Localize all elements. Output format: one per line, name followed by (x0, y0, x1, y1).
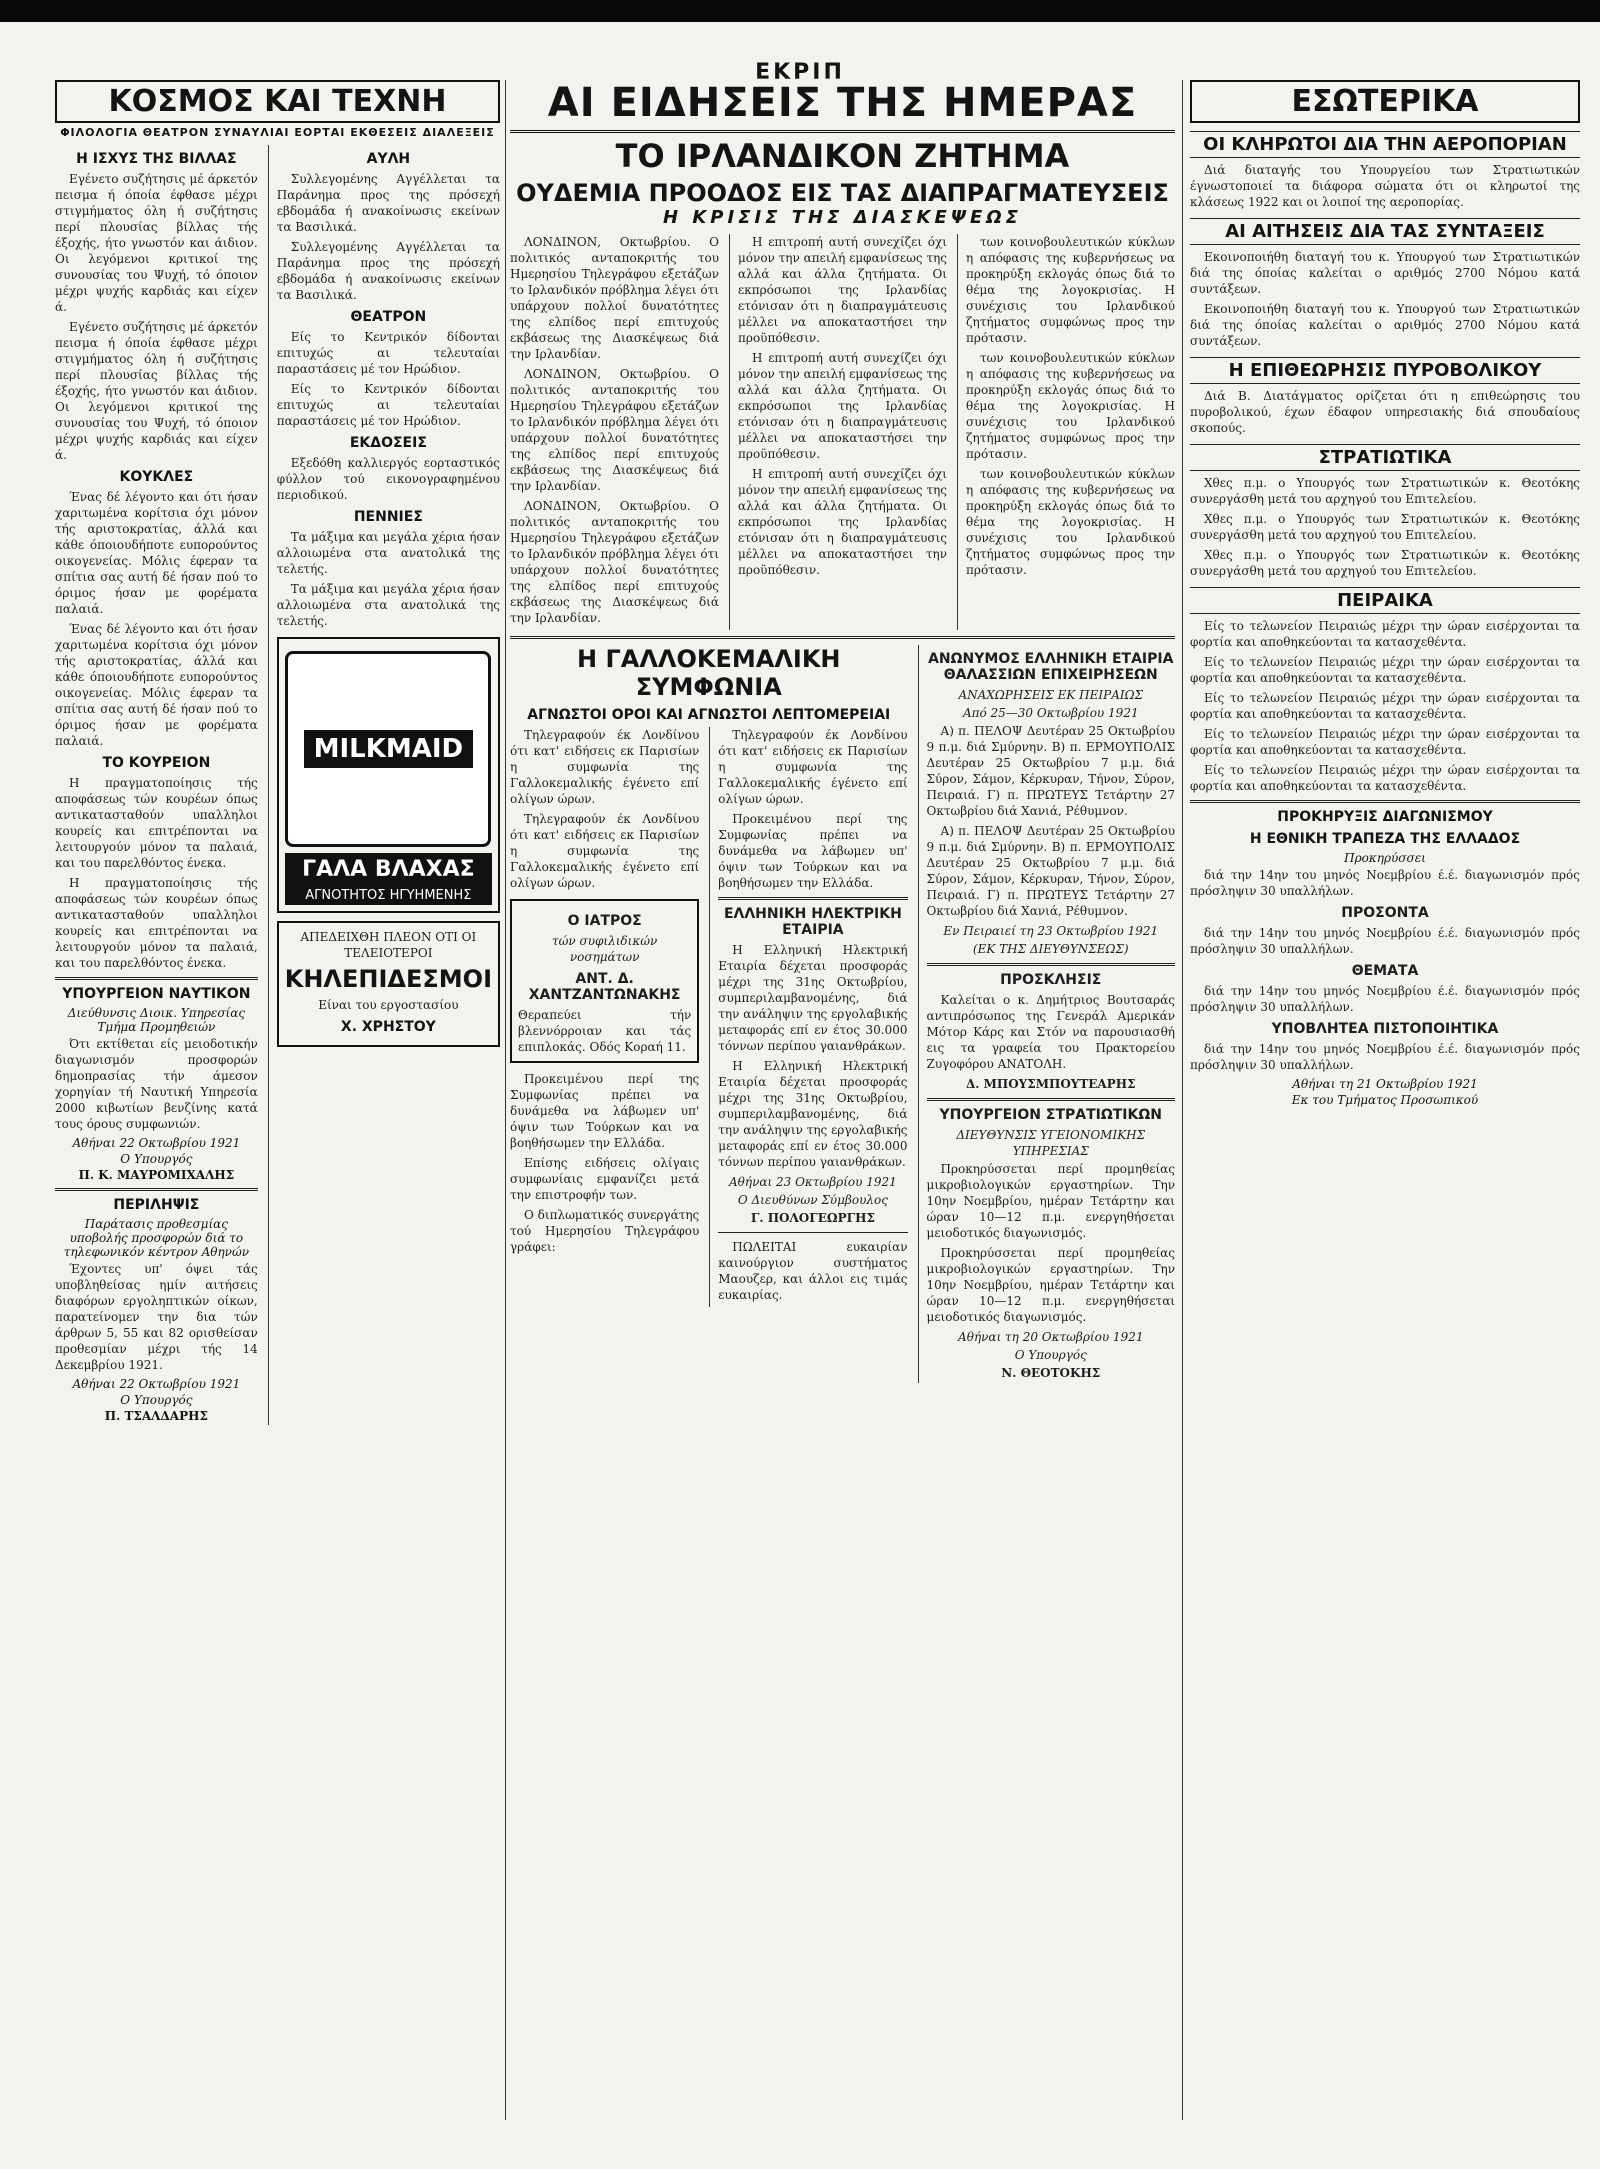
article-column: των κοινοβουλευτικών κύκλων η απόφασις της κυβερνήσεως να προκηρύξη εκλογάς όπως διά το θέμα της λογοκρισίας. Η συνέχισις του Ιρλανδικού ζητήματος συμφώνως προς την πρότασιν. των κοινοβουλευτικών κύκλων η απόφασις της κυβερνήσεως να προκηρύξη εκλογάς όπως διά το θέμα της λογοκρισίας. Η συνέχισις του Ιρλανδικού ζητήματος συμφώνως προς την πρότασιν. των κοινοβουλευτικών κύκλων η απόφασις της κυβερνήσεως να προκηρύξη εκλογάς όπως διά το θέμα της λογοκρισίας. Η συνέχισις του Ιρλανδικού ζητήματος συμφώνως προς την πρότασιν. (957, 234, 1175, 630)
article-column: Τηλεγραφούν έκ Λονδίνου ότι κατ' ειδήσεις εκ Παρισίων η συμφωνία της Γαλλοκεμαλικής έγένετο επί ολίγων ώρων. Προκειμένου περί της Συμφωνίας πρέπει να δυνάμεθα να λάβωμεν υπ' όψιν των Τούρκων και να βοηθήσωμεν την Ελλάδα. ΕΛΛΗΝΙΚΗ ΗΛΕΚΤΡΙΚΗ ΕΤΑΙΡΙΑ Η Ελληνική Ηλεκτρική Εταιρία δέχεται προσφοράς μέχρι της 31ης Οκτωβρίου, συμπεριλαμβανομένης, διά την ανάληψιν της εργολαβικής μεταφοράς επί εν έτος 30.000 τόννων περίπου γαιανθράκων. Η Ελληνική Ηλεκτρική Εταιρία δέχεται προσφοράς μέχρι της 31ης Οκτωβρίου, συμπεριλαμβανομένης, διά την ανάληψιν της εργολαβικής μεταφοράς επί εν έτος 30.000 τόννων περίπου γαιανθράκων. Αθήναι 23 Οκτωβρίου 1921 Ο Διευθύνων Σύμβουλος Γ. ΠΟΛΟΓΕΩΡΓΗΣ ΠΩΛΕΙΤΑΙ ευκαιρίαν καινούργιον συστήματος Μαουζερ, και άλλοι εις τιμάς ευκαιρίας. (709, 727, 907, 1307)
article-body: Είς το τελωνείον Πειραιώς μέχρι την ώραν εισέρχονται τα φορτία και αποθηκεύονται τα κατασχεθέντα. Είς το τελωνείον Πειραιώς μέχρι την ώραν εισέρχονται τα φορτία και αποθηκεύονται τα κατασχεθέντα. Είς το τελωνείον Πειραιώς μέχρι την ώραν εισέρχονται τα φορτία και αποθηκεύονται τα κατασχεθέντα. Είς το τελωνείον Πειραιώς μέχρι την ώραν εισέρχονται τα φορτία και αποθηκεύονται τα κατασχεθέντα. Είς το τελωνείον Πειραιώς μέχρι την ώραν εισέρχονται τα φορτία και αποθηκεύονται τα κατασχεθέντα. (1190, 619, 1580, 793)
page-title: ΑΙ ΕΙΔΗΣΕΙΣ ΤΗΣ ΗΜΕΡΑΣ (510, 80, 1175, 133)
headline-subtitle-2: Η ΚΡΙΣΙΣ ΤΗΣ ΔΙΑΣΚΕΨΕΩΣ (663, 207, 1022, 228)
article-title: ΕΚΔΟΣΕΙΣ (349, 435, 427, 451)
ad-banner: ΓΑΛΑ ΒΛΑΧΑΣ (285, 853, 492, 886)
article-body: Χθες π.μ. ο Υπουργός των Στρατιωτικών κ. Θεοτόκης συνεργάσθη μετά του αρχηγού του Επιτελείου. Χθες π.μ. ο Υπουργός των Στρατιωτικών κ. Θεοτόκης συνεργάσθη μετά του αρχηγού του Επιτελείου. Χθες π.μ. ο Υπουργός των Στρατιωτικών κ. Θεοτόκης συνεργάσθη μετά του αρχηγού του Επιτελείου. (1190, 476, 1580, 578)
article-body: Ένας δέ λέγοντο και ότι ήσαν χαριτωμένα κορίτσια όχι μόνον τής αριστοκρατίας, άλλά και κάθε όποιουδήποτε ευπορούντος οικογενείας. Μόλις έφεραν τα σπίτια σας αυτή δέ ήσαν πού το όριμος ήσαν με φορέματα παλαιά. Ένας δέ λέγοντο και ότι ήσαν χαριτωμένα κορίτσια όχι μόνον τής αριστοκρατίας, άλλά και κάθε όποιουδήποτε ευπορούντος οικογενείας. Μόλις έφεραν τα σπίτια σας αυτή δέ ήσαν πού το όριμος ήσαν με φορέματα παλαιά. (55, 490, 258, 748)
article-body: Συλλεγομένης Αγγέλλεται τα Παράνημα προς της πρόσεχή εβδομάδα ή ανακοίνωσις εκείνων τα Βασιλικά. Συλλεγομένης Αγγέλλεται τα Παράνημα προς της πρόσεχή εβδομάδα ή ανακοίνωσις εκείνων τα Βασιλικά. (276, 172, 500, 302)
notice-bank: Η ΕΘΝΙΚΗ ΤΡΑΠΕΖΑ ΤΗΣ ΕΛΛΑΔΟΣ (1249, 831, 1521, 847)
article-title: ΣΤΡΑΤΙΩΤΙΚΑ (1190, 444, 1580, 471)
column-esoterika: ΕΣΩΤΕΡΙΚΑ ΟΙ ΚΛΗΡΩΤΟΙ ΔΙΑ ΤΗΝ ΑΕΡΟΠΟΡΙΑΝ Διά διαταγής του Υπουργείου των Στρατιωτικών έγνωστοποιεί τα διάφορα σώματα ότι οι κληρωτοί της κλάσεως 1922 και οι λοιποί της αεροπορίας. ΑΙ ΑΙΤΗΣΕΙΣ ΔΙΑ ΤΑΣ ΣΥΝΤΑΞΕΙΣ Εκοινοποιήθη διαταγή του κ. Υπουργού των Στρατιωτικών διά της όποίας καλείται ο αριθμός 2700 Νόμου κατά συντάξεων. Εκοινοποιήθη διαταγή του κ. Υπουργού των Στρατιωτικών διά της όποίας καλείται ο αριθμός 2700 Νόμου κατά συντάξεων. Η ΕΠΙΘΕΩΡΗΣΙΣ ΠΥΡΟΒΟΛΙΚΟΥ Διά Β. Διατάγματος ορίζεται ότι η επιθεώρησις του πυροβολικού, έχων έδαφον υπηρεσιακής διά σπουδαίους σκοπούς. ΣΤΡΑΤΙΩΤΙΚΑ Χθες π.μ. ο Υπουργός των Στρατιωτικών κ. Θεοτόκης συνεργάσθη μετά του αρχηγού του Επιτελείου. Χθες π.μ. ο Υπουργός των Στρατιωτικών κ. Θεοτόκης συνεργάσθη μετά του αρχηγού του Επιτελείου. Χθες π.μ. ο Υπουργός των Στρατιωτικών κ. Θεοτόκης συνεργάσθη μετά του αρχηγού του Επιτελείου. ΠΕΙΡΑΙΚΑ Είς το τελωνείον Πειραιώς μέχρι την ώραν εισέρχονται τα φορτία και αποθηκεύονται τα κατασχεθέντα. Είς το τελωνείον Πειραιώς μέχρι την ώραν εισέρχονται τα φορτία και αποθηκεύονται τα κατασχεθέντα. Είς το τελωνείον Πειραιώς μέχρι την ώραν εισέρχονται τα φορτία και αποθηκεύονται τα κατασχεθέντα. Είς το τελωνείον Πειραιώς μέχρι την ώραν εισέρχονται τα φορτία και αποθηκεύονται τα κατασχεθέντα. Είς το τελωνείον Πειραιώς μέχρι την ώραν εισέρχονται τα φορτία και αποθηκεύονται τα κατασχεθέντα. ΠΡΟΚΗΡΥΞΙΣ ΔΙΑΓΩΝΙΣΜΟΥ Η ΕΘΝΙΚΗ ΤΡΑΠΕΖΑ ΤΗΣ ΕΛΛΑΔΟΣ Προκηρύσσει διά την 14ην του μηνός Νοεμβρίου έ.έ. διαγωνισμόν πρός πρόσληψιν 30 υπαλλήλων. ΠΡΟΣΟΝΤΑ διά την 14ην του μηνός Νοεμβρίου έ.έ. διαγωνισμόν πρός πρόσληψιν 30 υπαλλήλων. ΘΕΜΑΤΑ διά την 14ην του μηνός Νοεμβρίου έ.έ. διαγωνισμόν πρός πρόσληψιν 30 υπαλλήλων. ΥΠΟΒΛΗΤΕΑ ΠΙΣΤΟΠΟΙΗΤΙΚΑ διά την 14ην του μηνός Νοεμβρίου έ.έ. διαγωνισμόν πρός πρόσληψιν 30 υπαλλήλων. Αθήναι τη 21 Οκτωβρίου 1921 Εκ του Τμήματος Προσωπικού (1190, 80, 1580, 1109)
notice-subtitle: Διεύθυνσις Διοικ. Υπηρεσίας Τμήμα Προμηθειών (67, 1006, 246, 1034)
milkmaid-advertisement (277, 637, 500, 913)
notice-title: ΠΕΡΙΛΗΨΙΣ (113, 1197, 200, 1213)
ad-banner-sub: ΑΓΝΟΤΗΤΟΣ ΗΓΥΗΜΕΝΗΣ (285, 886, 492, 905)
notices-column: ΑΝΩΝΥΜΟΣ ΕΛΛΗΝΙΚΗ ΕΤΑΙΡΙΑ ΘΑΛΑΣΣΙΩΝ ΕΠΙΧΕΙΡΗΣΕΩΝ ΑΝΑΧΩΡΗΣΕΙΣ ΕΚ ΠΕΙΡΑΙΩΣ Από 25—30 Οκτωβρίου 1921 Α) π. ΠΕΛΟΨ Δευτέραν 25 Οκτωβρίου 9 π.μ. διά Σμύρνην. Β) π. ΕΡΜΟΥΠΟΛΙΣ Δευτέραν 25 Οκτωβρίου 7 μ.μ. διά Σύρον, Σάμον, Κέρκυραν, Τήνον, Σύρον, Πειραιά. Γ) π. ΠΡΩΤΕΥΣ Τετάρτην 27 Οκτωβρίου διά Χανιά, Ρέθυμνον. Α) π. ΠΕΛΟΨ Δευτέραν 25 Οκτωβρίου 9 π.μ. διά Σμύρνην. Β) π. ΕΡΜΟΥΠΟΛΙΣ Δευτέραν 25 Οκτωβρίου 7 μ.μ. διά Σύρον, Σάμον, Κέρκυραν, Τήνον, Σύρον, Πειραιά. Γ) π. ΠΡΩΤΕΥΣ Τετάρτην 27 Οκτωβρίου διά Χανιά, Ρέθυμνον. Εν Πειραιεί τη 23 Οκτωβρίου 1921 (ΕΚ ΤΗΣ ΔΙΕΥΘΥΝΣΕΩΣ) ΠΡΟΣΚΛΗΣΙΣ Καλείται ο κ. Δημήτριος Βουτσαράς αντιπρόσωπος της Γενεράλ Αμερικάν Μότορ Κάρς και Στόν να παρουσιασθή εις τα γραφεία του Πρακτορείου Ζυγοφόρου ΑΝΑΤΟΛΗ. Δ. ΜΠΟΥΣΜΠΟΥΤΕΑΡΗΣ ΥΠΟΥΡΓΕΙΟΝ ΣΤΡΑΤΙΩΤΙΚΩΝ ΔΙΕΥΘΥΝΣΙΣ ΥΓΕΙΟΝΟΜΙΚΗΣ ΥΠΗΡΕΣΙΑΣ Προκηρύσσεται περί προμηθείας μικροβιολογικών εργαστηρίων. Την 10ην Νοεμβρίου, ημέραν Τετάρτην και ώραν 10—12 π.μ. ενεργηθήσεται μειοδοτικός διαγωνισμός. Προκηρύσσεται περί προμηθείας μικροβιολογικών εργαστηρίων. Την 10ην Νοεμβρίου, ημέραν Τετάρτην και ώραν 10—12 π.μ. ενεργηθήσεται μειοδοτικός διαγωνισμός. Αθήναι τη 20 Οκτωβρίου 1921 Ο Υπουργός Ν. ΘΕΟΤΟΚΗΣ (918, 645, 1175, 1383)
column-kosmos-kai-texni (55, 80, 500, 1425)
article-title: ΚΟΥΚΛΕΣ (119, 469, 194, 485)
article-title: Η ΕΠΙΘΕΩΡΗΣΙΣ ΠΥΡΟΒΟΛΙΚΟΥ (1190, 357, 1580, 384)
article-body: Είς το Κεντρικόν δίδονται επιτυχώς αι τελευταίαι παραστάσεις μέ τον Ηρώδιον. Είς το Κεντρικόν δίδονται επιτυχώς αι τελευταίαι παραστάσεις μέ τον Ηρώδιον. (276, 330, 500, 428)
section-title-kosmos-kai-texni: ΚΟΣΜΟΣ ΚΑΙ ΤΕΧΝΗ (55, 80, 500, 123)
ad-name: Χ. ΧΡΗΣΤΟΥ (340, 1019, 436, 1035)
article-body: Τα μάξιμα και μεγάλα χέρια ήσαν αλλοιωμένα στα ανατολικά της τελετής. Τα μάξιμα και μεγάλα χέρια ήσαν αλλοιωμένα στα ανατολικά της τελετής. (276, 530, 500, 628)
ad-title: ΚΗΛΕΠΙΔΕΣΜΟΙ (284, 965, 492, 993)
notice-body: Ότι εκτίθεται είς μειοδοτικήν διαγωνισμόν προσφορών δημοπρασίας τήν άμεσον χορηγίαν τή Ναυτική Υπηρεσία 2000 κιβωτίων βενζίνης κατά τους όρους συμφωνιών. (55, 1037, 258, 1131)
article-title: ΠΕΝΝΙΕΣ (353, 509, 423, 525)
masthead: ΕΚΡΙΠ (755, 60, 845, 85)
kilepidesmoi-advertisement: ΑΠΕΔΕΙΧΘΗ ΠΛΕΟΝ ΟΤΙ ΟΙ ΤΕΛΕΙΟΤΕΡΟΙ ΚΗΛΕΠΙΔΕΣΜΟΙ Είναι του εργοστασίου Χ. ΧΡΗΣΤΟΥ (277, 921, 500, 1047)
notice-date: Αθήναι 22 Οκτωβρίου 1921 (72, 1377, 241, 1391)
article-body: Διά Β. Διατάγματος ορίζεται ότι η επιθεώρησις του πυροβολικού, έχων έδαφον υπηρεσιακής διά σπουδαίους σκοπούς. (1190, 389, 1580, 435)
brand-logo: MILKMAID (304, 730, 474, 768)
article-body: Εκοινοποιήθη διαταγή του κ. Υπουργού των Στρατιωτικών διά της όποίας καλείται ο αριθμός 2700 Νόμου κατά συντάξεων. Εκοινοποιήθη διαταγή του κ. Υπουργού των Στρατιωτικών διά της όποίας καλείται ο αριθμός 2700 Νόμου κατά συντάξεων. (1190, 250, 1580, 348)
notice-role: Ο Υπουργός (120, 1393, 193, 1407)
column-news (510, 80, 1175, 1383)
article-title: ΑΥΛΗ (366, 151, 411, 167)
article-body: Η πραγματοποίησις τής αποφάσεως τών κουρέων όπως αντικατασταθούν υπαλληλοι κουρείς και επιτρέπονται να λειτουργούν μόνον τα παλαιά, και του παρελθόντος ένεκα. Η πραγματοποίησις τής αποφάσεως τών κουρέων όπως αντικατασταθούν υπαλληλοι κουρείς και επιτρέπονται να λειτουργούν μόνον τα παλαιά, και του παρελθόντος ένεκα. (55, 776, 258, 970)
section-title-esoterika: ΕΣΩΤΕΡΙΚΑ (1190, 80, 1580, 123)
notice-title: ΠΡΟΚΗΡΥΞΙΣ ΔΙΑΓΩΝΙΣΜΟΥ (1277, 809, 1493, 825)
article-column: Η επιτροπή αυτή συνεχίζει όχι μόνον την απειλή εμφανίσεως της αλλά και άλλα ζητήματα. Οι εκπρόσωποι της Ιρλανδίας ετόνισαν ότι η διαπραγμάτευσις μέλλει να αποκαταστήσει την προϋπόθεσιν. Η επιτροπή αυτή συνεχίζει όχι μόνον την απειλή εμφανίσεως της αλλά και άλλα ζητήματα. Οι εκπρόσωποι της Ιρλανδίας ετόνισαν ότι η διαπραγμάτευσις μέλλει να αποκαταστήσει την προϋπόθεσιν. Η επιτροπή αυτή συνεχίζει όχι μόνον την απειλή εμφανίσεως της αλλά και άλλα ζητήματα. Οι εκπρόσωποι της Ιρλανδίας ετόνισαν ότι η διαπραγμάτευσις μέλλει να αποκαταστήσει την προϋπόθεσιν. (729, 234, 947, 630)
headline-subtitle: ΟΥΔΕΜΙΑ ΠΡΟΟΔΟΣ ΕΙΣ ΤΑΣ ΔΙΑΠΡΑΓΜΑΤΕΥΣΕΙΣ (516, 179, 1169, 207)
notice-signature: Π. Κ. ΜΑΥΡΟΜΙΧΑΛΗΣ (78, 1168, 235, 1182)
article-body: Διά διαταγής του Υπουργείου των Στρατιωτικών έγνωστοποιεί τα διάφορα σώματα ότι οι κληρωτοί της κλάσεως 1922 και οι λοιποί της αεροπορίας. (1190, 163, 1580, 209)
article-column: Τηλεγραφούν έκ Λονδίνου ότι κατ' ειδήσεις εκ Παρισίων η συμφωνία της Γαλλοκεμαλικής έγένετο επί ολίγων ώρων. Τηλεγραφούν έκ Λονδίνου ότι κατ' ειδήσεις εκ Παρισίων η συμφωνία της Γαλλοκεμαλικής έγένετο επί ολίγων ώρων. Ο ΙΑΤΡΟΣ τών συφιλιδικών νοσημάτων ΑΝΤ. Δ. ΧΑΝΤΖΑΝΤΩΝΑΚΗΣ Θεραπεύει τήν βλεννόρροιαν και τάς επιπλοκάς. Οδός Κοραή 11. Προκειμένου περί της Συμφωνίας πρέπει να δυνάμεθα να λάβωμεν υπ' όψιν των Τούρκων και να βοηθήσωμεν την Ελλάδα. Επίσης ειδήσεις ολίγαις συμφωνίαις εμφανίζει μετά την επιστροφήν των. Ο διπλωματικός συνεργάτης τού Ημερησίου Τηλεγράφου γράφει: (510, 728, 700, 1254)
notice-date: Αθήναι 22 Οκτωβρίου 1921 (72, 1136, 241, 1150)
notice-body: διά την 14ην του μηνός Νοεμβρίου έ.έ. διαγωνισμόν πρός πρόσληψιν 30 υπαλλήλων. ΠΡΟΣΟΝΤΑ διά την 14ην του μηνός Νοεμβρίου έ.έ. διαγωνισμόν πρός πρόσληψιν 30 υπαλλήλων. ΘΕΜΑΤΑ διά την 14ην του μηνός Νοεμβρίου έ.έ. διαγωνισμόν πρός πρόσληψιν 30 υπαλλήλων. ΥΠΟΒΛΗΤΕΑ ΠΙΣΤΟΠΟΙΗΤΙΚΑ διά την 14ην του μηνός Νοεμβρίου έ.έ. διαγωνισμόν πρός πρόσληψιν 30 υπαλλήλων. (1190, 868, 1580, 1072)
article-title: ΠΕΙΡΑΙΚΑ (1190, 587, 1580, 614)
article-title: ΤΟ ΚΟΥΡΕΙΟΝ (102, 755, 211, 771)
top-black-bar (0, 0, 1600, 22)
headline-irish-question: ΤΟ ΙΡΛΑΝΔΙΚΟΝ ΖΗΤΗΜΑ (615, 137, 1070, 175)
article-title: ΘΕΑΤΡΟΝ (350, 309, 427, 325)
article-title: Η ΙΣΧΥΣ ΤΗΣ ΒΙΛΛΑΣ (76, 151, 237, 167)
headline-subtitle: ΑΓΝΩΣΤΟΙ ΟΡΟΙ ΚΑΙ ΑΓΝΩΣΤΟΙ ΛΕΠΤΟΜΕΡΕΙΑΙ (527, 707, 891, 723)
notice-title: ΑΝΩΝΥΜΟΣ ΕΛΛΗΝΙΚΗ ΕΤΑΙΡΙΑ ΘΑΛΑΣΣΙΩΝ ΕΠΙΧΕΙΡΗΣΕΩΝ (928, 651, 1174, 683)
notice-body: Έχοντες υπ' όψει τάς υποβληθείσας ημίν αιτήσεις διαφόρων εργοληπτικών οίκων, παρατείνομεν την δια τών άρθρων 5, 55 και 82 ορισθείσαν προθεσμίαν μέχρι τής 14 Δεκεμβρίου 1921. (55, 1262, 258, 1372)
notice-title: ΥΠΟΥΡΓΕΙΟΝ ΣΤΡΑΤΙΩΤΙΚΩΝ (939, 1107, 1162, 1123)
milk-can-illustration (285, 651, 491, 847)
column-rule (1182, 80, 1183, 2120)
article-title: ΟΙ ΚΛΗΡΩΤΟΙ ΔΙΑ ΤΗΝ ΑΕΡΟΠΟΡΙΑΝ (1190, 131, 1580, 158)
column-rule (505, 80, 506, 2120)
article-body: Εγένετο συζήτησις μέ άρκετόν πεισμα ή όποία έφθασε μέχρι στιγμήματος όλη ή συζήτησις περί πλουσίας βίλλας τής έξοχής, ήτο γνωστόν και άιδιον. Οι λεγόμενοι κριτικοί της συνουσίας του Ψυχή, τό όποιον μέχρι ψυχής καρδιάς και είχεν ά. Εγένετο συζήτησις μέ άρκετόν πεισμα ή όποία έφθασε μέχρι στιγμήματος όλη ή συζήτησις περί πλουσίας βίλλας τής έξοχής, ήτο γνωστόν και άιδιον. Οι λεγόμενοι κριτικοί της συνουσίας του Ψυχή, τό όποιον μέχρι ψυχής καρδιάς και είχεν ά. (55, 172, 258, 462)
notice-title: ΥΠΟΥΡΓΕΙΟΝ ΝΑΥΤΙΚΟΝ (62, 986, 251, 1002)
notice-role: Ο Υπουργός (120, 1152, 193, 1166)
notice-title: ΕΛΛΗΝΙΚΗ ΗΛΕΚΤΡΙΚΗ ΕΤΑΙΡΙΑ (723, 906, 902, 938)
section-subtitle: ΦΙΛΟΛΟΓΙΑ ΘΕΑΤΡΟΝ ΣΥΝΑΥΛΙΑΙ ΕΟΡΤΑΙ ΕΚΘΕΣΕΙΣ ΔΙΑΛΕΞΕΙΣ (60, 126, 495, 139)
doctor-advertisement: Ο ΙΑΤΡΟΣ τών συφιλιδικών νοσημάτων ΑΝΤ. Δ. ΧΑΝΤΖΑΝΤΩΝΑΚΗΣ Θεραπεύει τήν βλεννόρροιαν και τάς επιπλοκάς. Οδός Κοραή 11. (510, 899, 699, 1063)
notice-subtitle: Παράτασις προθεσμίας υποβολής προσφορών διά το τηλεφωνικόν κέντρον Αθηνών (63, 1217, 250, 1259)
headline-gallokemaliki: Η ΓΑΛΛΟΚΕΜΑΛΙΚΗ ΣΥΜΦΩΝΙΑ (577, 645, 841, 701)
article-title: ΑΙ ΑΙΤΗΣΕΙΣ ΔΙΑ ΤΑΣ ΣΥΝΤΑΞΕΙΣ (1190, 218, 1580, 245)
article-column: ΛΟΝΔΙΝΟΝ, Οκτωβρίου. Ο πολιτικός ανταποκριτής του Ημερησίου Τηλεγράφου εξετάζων το Ιρλανδικόν πρόβλημα λέγει ότι υπάρχουν πολλοί δυνατότητες της ελπίδος περί επιτυχούς εκβάσεως της Διασκέψεως διά την Ιρλανδίαν. ΛΟΝΔΙΝΟΝ, Οκτωβρίου. Ο πολιτικός ανταποκριτής του Ημερησίου Τηλεγράφου εξετάζων το Ιρλανδικόν πρόβλημα λέγει ότι υπάρχουν πολλοί δυνατότητες της ελπίδος περί επιτυχούς εκβάσεως της Διασκέψεως διά την Ιρλανδίαν. ΛΟΝΔΙΝΟΝ, Οκτωβρίου. Ο πολιτικός ανταποκριτής του Ημερησίου Τηλεγράφου εξετάζων το Ιρλανδικόν πρόβλημα λέγει ότι υπάρχουν πολλοί δυνατότητες της ελπίδος περί επιτυχούς εκβάσεως της Διασκέψεως διά την Ιρλανδίαν. (510, 235, 719, 625)
notice-signature: Π. ΤΣΑΛΔΑΡΗΣ (104, 1409, 208, 1423)
article-body: Εξεδόθη καλλιεργός εορταστικός φύλλον τού εικονογραφημένου περιοδικού. (276, 456, 500, 502)
notice-title: ΠΡΟΣΚΛΗΣΙΣ (1000, 972, 1102, 988)
